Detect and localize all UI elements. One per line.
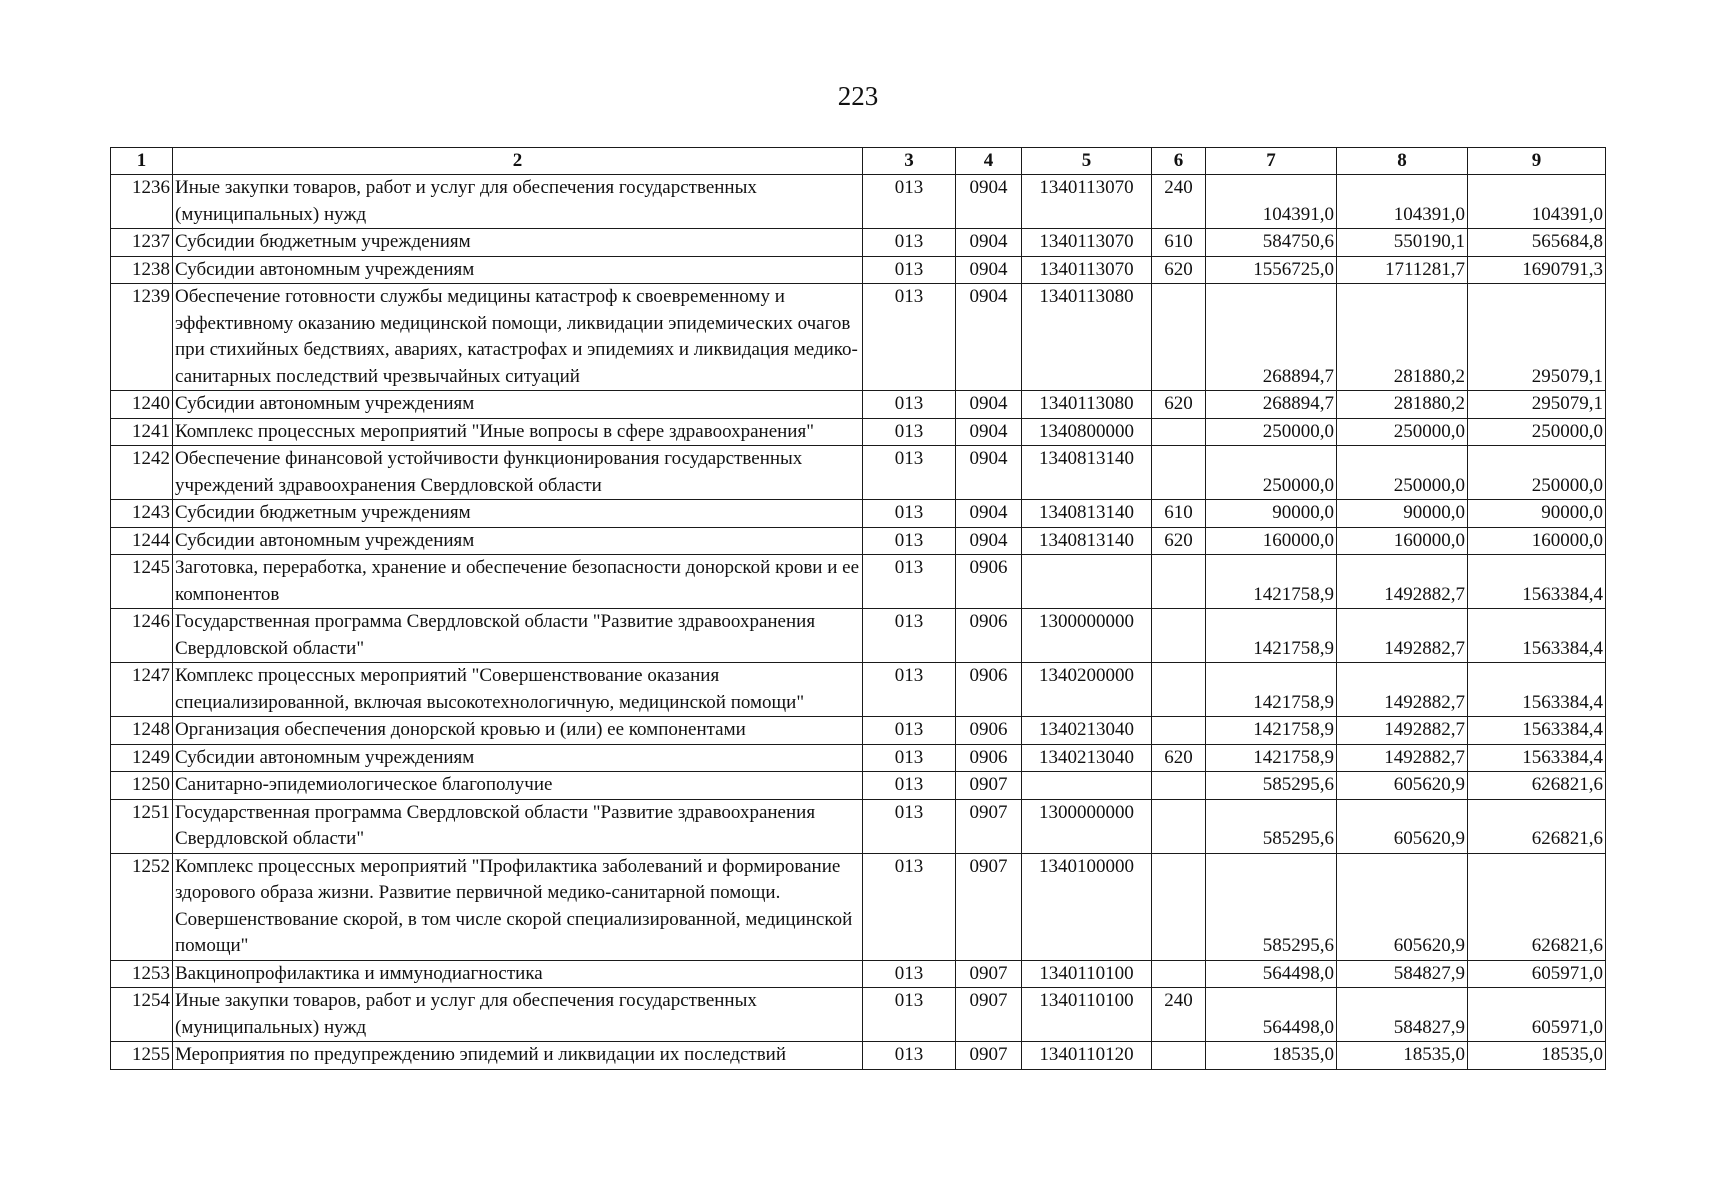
section-code-cell: 0907: [956, 772, 1022, 800]
item-name-cell: Субсидии бюджетным учреждениям: [173, 500, 863, 528]
table-row: [111, 555, 1606, 609]
table-row: [111, 391, 1606, 419]
table-row: [111, 175, 1606, 229]
item-name-cell: Санитарно-эпидемиологическое благополучие: [173, 772, 863, 800]
amount-col8-cell: 104391,0: [1337, 175, 1468, 229]
amount-col7-cell: 160000,0: [1206, 527, 1337, 555]
ministry-code-cell: 013: [863, 799, 956, 853]
section-code-cell: 0907: [956, 799, 1022, 853]
amount-col8-cell: 281880,2: [1337, 391, 1468, 419]
section-code-cell: 0904: [956, 446, 1022, 500]
table-row: [111, 229, 1606, 257]
table-row: [111, 527, 1606, 555]
row-number-cell: 1251: [111, 799, 173, 853]
amount-col7-cell: 250000,0: [1206, 418, 1337, 446]
item-name-cell: Комплекс процессных мероприятий "Профилактика заболеваний и формирование здорового образа жизни. Развитие первичной медико-санитарной помощи. Совершенствование скорой, в том числе скорой специализированной, медицинской помощи": [173, 853, 863, 960]
amount-col9-cell: 160000,0: [1468, 527, 1606, 555]
amount-col9-cell: 626821,6: [1468, 772, 1606, 800]
expense-type-cell: 620: [1152, 527, 1206, 555]
section-code-cell: 0904: [956, 527, 1022, 555]
target-article-cell: 1340113070: [1022, 175, 1152, 229]
item-name-cell: Иные закупки товаров, работ и услуг для обеспечения государственных (муниципальных) нужд: [173, 988, 863, 1042]
header-col-2: 2: [173, 148, 863, 175]
amount-col9-cell: 1563384,4: [1468, 744, 1606, 772]
ministry-code-cell: 013: [863, 960, 956, 988]
section-code-cell: 0904: [956, 256, 1022, 284]
item-name-cell: Субсидии автономным учреждениям: [173, 391, 863, 419]
target-article-cell: 1340213040: [1022, 717, 1152, 745]
amount-col8-cell: 605620,9: [1337, 772, 1468, 800]
ministry-code-cell: 013: [863, 256, 956, 284]
amount-col7-cell: 1421758,9: [1206, 555, 1337, 609]
item-name-cell: Субсидии бюджетным учреждениям: [173, 229, 863, 257]
amount-col9-cell: 1690791,3: [1468, 256, 1606, 284]
amount-col8-cell: 1492882,7: [1337, 555, 1468, 609]
amount-col8-cell: 1492882,7: [1337, 609, 1468, 663]
row-number-cell: 1246: [111, 609, 173, 663]
expense-type-cell: 620: [1152, 256, 1206, 284]
section-code-cell: 0907: [956, 988, 1022, 1042]
table-row: [111, 960, 1606, 988]
amount-col9-cell: 250000,0: [1468, 446, 1606, 500]
amount-col9-cell: 626821,6: [1468, 853, 1606, 960]
row-number-cell: 1247: [111, 663, 173, 717]
amount-col8-cell: 1492882,7: [1337, 717, 1468, 745]
section-code-cell: 0906: [956, 609, 1022, 663]
amount-col7-cell: 90000,0: [1206, 500, 1337, 528]
header-col-4: 4: [956, 148, 1022, 175]
ministry-code-cell: 013: [863, 555, 956, 609]
ministry-code-cell: 013: [863, 527, 956, 555]
row-number-cell: 1243: [111, 500, 173, 528]
row-number-cell: 1240: [111, 391, 173, 419]
amount-col8-cell: 18535,0: [1337, 1042, 1468, 1070]
target-article-cell: 1340113080: [1022, 391, 1152, 419]
target-article-cell: 1340110120: [1022, 1042, 1152, 1070]
item-name-cell: Мероприятия по предупреждению эпидемий и ликвидации их последствий: [173, 1042, 863, 1070]
expense-type-cell: [1152, 446, 1206, 500]
row-number-cell: 1254: [111, 988, 173, 1042]
section-code-cell: 0907: [956, 960, 1022, 988]
table-row: [111, 799, 1606, 853]
amount-col8-cell: 281880,2: [1337, 284, 1468, 391]
item-name-cell: Иные закупки товаров, работ и услуг для обеспечения государственных (муниципальных) нужд: [173, 175, 863, 229]
target-article-cell: 1340110100: [1022, 988, 1152, 1042]
section-code-cell: 0904: [956, 500, 1022, 528]
amount-col9-cell: 18535,0: [1468, 1042, 1606, 1070]
target-article-cell: 1340800000: [1022, 418, 1152, 446]
expense-type-cell: 240: [1152, 175, 1206, 229]
row-number-cell: 1237: [111, 229, 173, 257]
table-body: [111, 175, 1606, 1070]
expense-type-cell: [1152, 609, 1206, 663]
target-article-cell: 1340113070: [1022, 229, 1152, 257]
table-row: [111, 609, 1606, 663]
target-article-cell: 1340200000: [1022, 663, 1152, 717]
expense-type-cell: [1152, 799, 1206, 853]
row-number-cell: 1236: [111, 175, 173, 229]
target-article-cell: 1340110100: [1022, 960, 1152, 988]
item-name-cell: Заготовка, переработка, хранение и обеспечение безопасности донорской крови и ее компонентов: [173, 555, 863, 609]
amount-col8-cell: 550190,1: [1337, 229, 1468, 257]
ministry-code-cell: 013: [863, 1042, 956, 1070]
amount-col7-cell: 1556725,0: [1206, 256, 1337, 284]
table-row: [111, 446, 1606, 500]
target-article-cell: 1340113080: [1022, 284, 1152, 391]
ministry-code-cell: 013: [863, 500, 956, 528]
amount-col9-cell: 104391,0: [1468, 175, 1606, 229]
section-code-cell: 0907: [956, 1042, 1022, 1070]
amount-col7-cell: 585295,6: [1206, 799, 1337, 853]
target-article-cell: 1300000000: [1022, 799, 1152, 853]
row-number-cell: 1253: [111, 960, 173, 988]
expense-type-cell: [1152, 960, 1206, 988]
section-code-cell: 0906: [956, 555, 1022, 609]
ministry-code-cell: 013: [863, 446, 956, 500]
ministry-code-cell: 013: [863, 418, 956, 446]
ministry-code-cell: 013: [863, 717, 956, 745]
table-row: [111, 256, 1606, 284]
amount-col8-cell: 160000,0: [1337, 527, 1468, 555]
amount-col8-cell: 250000,0: [1337, 418, 1468, 446]
table-row: [111, 717, 1606, 745]
target-article-cell: [1022, 555, 1152, 609]
amount-col9-cell: 295079,1: [1468, 391, 1606, 419]
target-article-cell: 1300000000: [1022, 609, 1152, 663]
target-article-cell: 1340813140: [1022, 500, 1152, 528]
amount-col9-cell: 626821,6: [1468, 799, 1606, 853]
expense-type-cell: 610: [1152, 500, 1206, 528]
row-number-cell: 1245: [111, 555, 173, 609]
row-number-cell: 1242: [111, 446, 173, 500]
amount-col9-cell: 605971,0: [1468, 960, 1606, 988]
item-name-cell: Комплекс процессных мероприятий "Совершенствование оказания специализированной, включая высокотехнологичную, медицинской помощи": [173, 663, 863, 717]
target-article-cell: [1022, 772, 1152, 800]
target-article-cell: 1340100000: [1022, 853, 1152, 960]
table-row: [111, 744, 1606, 772]
row-number-cell: 1249: [111, 744, 173, 772]
target-article-cell: 1340213040: [1022, 744, 1152, 772]
item-name-cell: Субсидии автономным учреждениям: [173, 744, 863, 772]
ministry-code-cell: 013: [863, 663, 956, 717]
header-col-7: 7: [1206, 148, 1337, 175]
section-code-cell: 0906: [956, 744, 1022, 772]
ministry-code-cell: 013: [863, 391, 956, 419]
section-code-cell: 0904: [956, 418, 1022, 446]
section-code-cell: 0904: [956, 391, 1022, 419]
ministry-code-cell: 013: [863, 772, 956, 800]
table-row: [111, 500, 1606, 528]
amount-col7-cell: 564498,0: [1206, 960, 1337, 988]
amount-col8-cell: 584827,9: [1337, 960, 1468, 988]
amount-col9-cell: 1563384,4: [1468, 609, 1606, 663]
amount-col8-cell: 1492882,7: [1337, 744, 1468, 772]
expense-type-cell: [1152, 555, 1206, 609]
amount-col7-cell: 1421758,9: [1206, 663, 1337, 717]
amount-col8-cell: 584827,9: [1337, 988, 1468, 1042]
item-name-cell: Обеспечение финансовой устойчивости функционирования государственных учреждений здравоохранения Свердловской области: [173, 446, 863, 500]
item-name-cell: Субсидии автономным учреждениям: [173, 256, 863, 284]
table-row: [111, 284, 1606, 391]
amount-col9-cell: 605971,0: [1468, 988, 1606, 1042]
target-article-cell: 1340813140: [1022, 446, 1152, 500]
amount-col7-cell: 250000,0: [1206, 446, 1337, 500]
ministry-code-cell: 013: [863, 284, 956, 391]
header-col-9: 9: [1468, 148, 1606, 175]
expense-type-cell: 620: [1152, 391, 1206, 419]
item-name-cell: Обеспечение готовности службы медицины катастроф к своевременному и эффективному оказанию медицинской помощи, ликвидации эпидемических очагов при стихийных бедствиях, авариях, катастрофах и эпидемиях и ликвидация медико-санитарных последствий чрезвычайных ситуаций: [173, 284, 863, 391]
expense-type-cell: 620: [1152, 744, 1206, 772]
section-code-cell: 0906: [956, 717, 1022, 745]
amount-col8-cell: 1492882,7: [1337, 663, 1468, 717]
expense-type-cell: [1152, 663, 1206, 717]
amount-col7-cell: 268894,7: [1206, 284, 1337, 391]
amount-col8-cell: 90000,0: [1337, 500, 1468, 528]
amount-col7-cell: 104391,0: [1206, 175, 1337, 229]
amount-col7-cell: 564498,0: [1206, 988, 1337, 1042]
row-number-cell: 1248: [111, 717, 173, 745]
page-number: 223: [837, 81, 879, 111]
amount-col7-cell: 585295,6: [1206, 853, 1337, 960]
row-number-cell: 1241: [111, 418, 173, 446]
amount-col7-cell: 1421758,9: [1206, 717, 1337, 745]
amount-col9-cell: 250000,0: [1468, 418, 1606, 446]
expense-type-cell: 240: [1152, 988, 1206, 1042]
item-name-cell: Комплекс процессных мероприятий "Иные вопросы в сфере здравоохранения": [173, 418, 863, 446]
table-row: [111, 418, 1606, 446]
section-code-cell: 0904: [956, 284, 1022, 391]
table-row: [111, 663, 1606, 717]
header-col-5: 5: [1022, 148, 1152, 175]
amount-col8-cell: 605620,9: [1337, 799, 1468, 853]
row-number-cell: 1244: [111, 527, 173, 555]
expense-type-cell: [1152, 418, 1206, 446]
amount-col9-cell: 565684,8: [1468, 229, 1606, 257]
target-article-cell: 1340813140: [1022, 527, 1152, 555]
ministry-code-cell: 013: [863, 988, 956, 1042]
target-article-cell: 1340113070: [1022, 256, 1152, 284]
row-number-cell: 1255: [111, 1042, 173, 1070]
item-name-cell: Организация обеспечения донорской кровью и (или) ее компонентами: [173, 717, 863, 745]
row-number-cell: 1238: [111, 256, 173, 284]
row-number-cell: 1239: [111, 284, 173, 391]
amount-col7-cell: 1421758,9: [1206, 609, 1337, 663]
table-row: [111, 772, 1606, 800]
section-code-cell: 0907: [956, 853, 1022, 960]
table-row: [111, 1042, 1606, 1070]
table-row: [111, 853, 1606, 960]
amount-col7-cell: 268894,7: [1206, 391, 1337, 419]
amount-col7-cell: 18535,0: [1206, 1042, 1337, 1070]
amount-col7-cell: 1421758,9: [1206, 744, 1337, 772]
section-code-cell: 0906: [956, 663, 1022, 717]
amount-col9-cell: 90000,0: [1468, 500, 1606, 528]
amount-col8-cell: 1711281,7: [1337, 256, 1468, 284]
header-col-8: 8: [1337, 148, 1468, 175]
ministry-code-cell: 013: [863, 609, 956, 663]
table-row: [111, 988, 1606, 1042]
expense-type-cell: [1152, 284, 1206, 391]
expense-type-cell: [1152, 772, 1206, 800]
expense-type-cell: [1152, 853, 1206, 960]
budget-table: [110, 147, 1606, 1070]
item-name-cell: Государственная программа Свердловской области "Развитие здравоохранения Свердловской области": [173, 799, 863, 853]
amount-col7-cell: 584750,6: [1206, 229, 1337, 257]
header-row: [111, 148, 1606, 175]
item-name-cell: Вакцинопрофилактика и иммунодиагностика: [173, 960, 863, 988]
amount-col9-cell: 1563384,4: [1468, 663, 1606, 717]
ministry-code-cell: 013: [863, 229, 956, 257]
header-col-6: 6: [1152, 148, 1206, 175]
ministry-code-cell: 013: [863, 744, 956, 772]
ministry-code-cell: 013: [863, 175, 956, 229]
ministry-code-cell: 013: [863, 853, 956, 960]
amount-col8-cell: 250000,0: [1337, 446, 1468, 500]
expense-type-cell: 610: [1152, 229, 1206, 257]
row-number-cell: 1252: [111, 853, 173, 960]
header-col-3: 3: [863, 148, 956, 175]
item-name-cell: Субсидии автономным учреждениям: [173, 527, 863, 555]
expense-type-cell: [1152, 1042, 1206, 1070]
header-col-1: 1: [111, 148, 173, 175]
amount-col8-cell: 605620,9: [1337, 853, 1468, 960]
amount-col9-cell: 1563384,4: [1468, 555, 1606, 609]
expense-type-cell: [1152, 717, 1206, 745]
amount-col7-cell: 585295,6: [1206, 772, 1337, 800]
row-number-cell: 1250: [111, 772, 173, 800]
section-code-cell: 0904: [956, 229, 1022, 257]
item-name-cell: Государственная программа Свердловской области "Развитие здравоохранения Свердловской области": [173, 609, 863, 663]
amount-col9-cell: 295079,1: [1468, 284, 1606, 391]
section-code-cell: 0904: [956, 175, 1022, 229]
amount-col9-cell: 1563384,4: [1468, 717, 1606, 745]
